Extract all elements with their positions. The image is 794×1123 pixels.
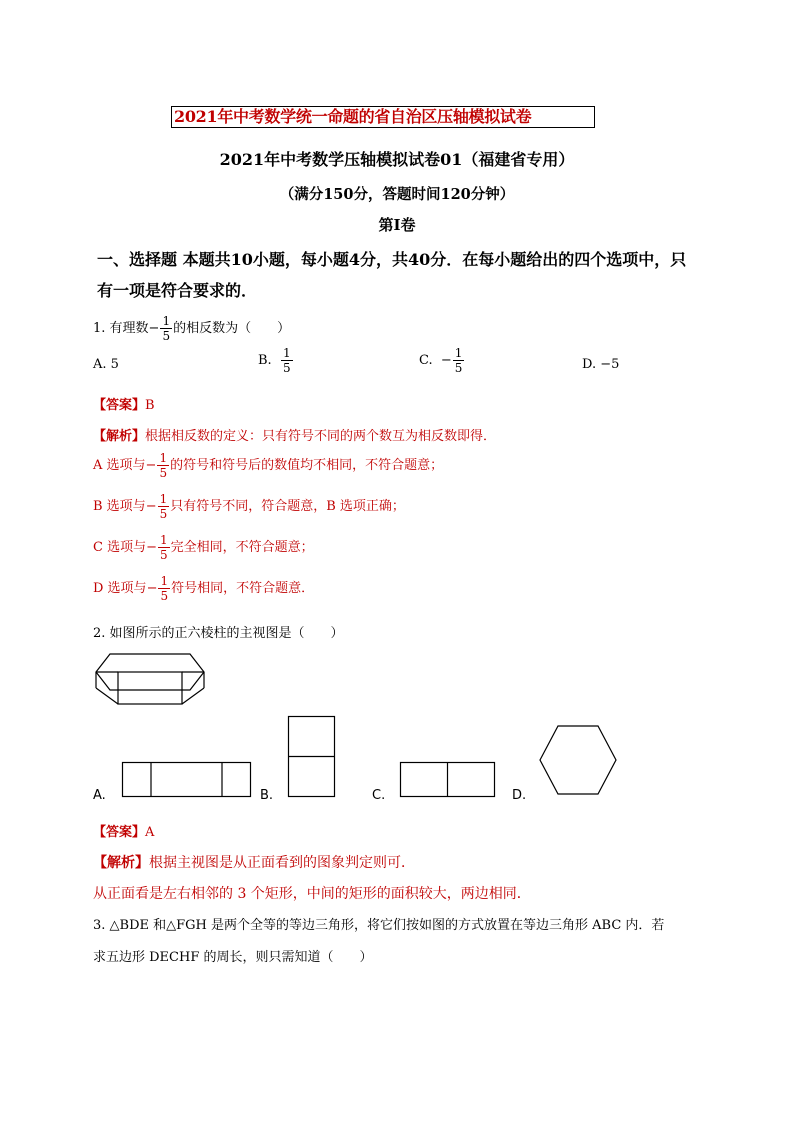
- hexagonal-prism-figure: [94, 648, 206, 706]
- q2-option-d-figure[interactable]: [538, 724, 618, 796]
- q2-option-a-figure[interactable]: [122, 762, 252, 798]
- section-heading-line1: 一、选择题 本题共10小题，每小题4分，共40分．在每小题给出的四个选项中，只: [97, 250, 687, 269]
- q2-analysis-detail: 从正面看是左右相邻的 3 个矩形，中间的矩形的面积较大，两边相同．: [93, 886, 531, 902]
- q3-stem-line2: 求五边形 DECHF 的周长，则只需知道（ ）: [93, 950, 373, 965]
- q2-option-c-label[interactable]: C.: [372, 788, 386, 803]
- q1-answer: 【答案】B: [93, 398, 155, 413]
- q2-analysis: 【解析】根据主视图是从正面看到的图象判定则可．: [93, 855, 415, 871]
- q1-analysis-line-a: A 选项与− $\frac{1}{5}$ 的符号和符号后的数值均不相同，不符合题意；: [93, 451, 444, 480]
- q2-answer: 【答案】A: [93, 825, 155, 840]
- q1-stem: 1. 有理数− $\frac{1}{5}$ 的相反数为（ ）: [93, 314, 291, 343]
- q1-analysis-line-b: B 选项与− $\frac{1}{5}$ 只有符号不同，符合题意，B 选项正确；: [93, 492, 405, 521]
- q1-analysis-line-c: C 选项与− $\frac{1}{5}$ 完全相同，不符合题意；: [93, 533, 314, 562]
- q1-option-c[interactable]: C. − $\frac{1}{5}$: [419, 346, 463, 375]
- q1-option-b[interactable]: B. $\frac{1}{5}$: [258, 346, 291, 375]
- exam-series-banner: 2021年中考数学统一命题的省自治区压轴模拟试卷: [171, 106, 595, 128]
- q1-option-a[interactable]: A. 5: [93, 357, 119, 372]
- q1-analysis-line-d: D 选项与− $\frac{1}{5}$ 符号相同，不符合题意．: [93, 574, 315, 603]
- section-heading-line2: 有一项是符合要求的．: [97, 281, 258, 300]
- q3-stem-line1: 3. △BDE 和△FGH 是两个全等的等边三角形，将它们按如图的方式放置在等边三角形 ABC 内．若: [93, 918, 665, 933]
- q1-analysis: 【解析】根据相反数的定义：只有符号不同的两个数互为相反数即得．: [93, 429, 497, 444]
- q2-option-b-label[interactable]: B.: [260, 788, 274, 803]
- q2-option-a-label[interactable]: A.: [93, 788, 106, 803]
- q1-option-d[interactable]: D. −5: [582, 357, 620, 372]
- q2-option-b-figure[interactable]: [288, 716, 336, 798]
- exam-info: （满分150分，答题时间120分钟）: [279, 186, 515, 203]
- q2-stem: 2. 如图所示的正六棱柱的主视图是（ ）: [93, 626, 344, 641]
- q2-option-d-label[interactable]: D.: [512, 788, 527, 803]
- page-title: 2021年中考数学压轴模拟试卷01（福建省专用）: [219, 150, 575, 169]
- volume-heading: 第Ⅰ卷: [378, 216, 416, 234]
- q2-option-c-figure[interactable]: [400, 762, 496, 798]
